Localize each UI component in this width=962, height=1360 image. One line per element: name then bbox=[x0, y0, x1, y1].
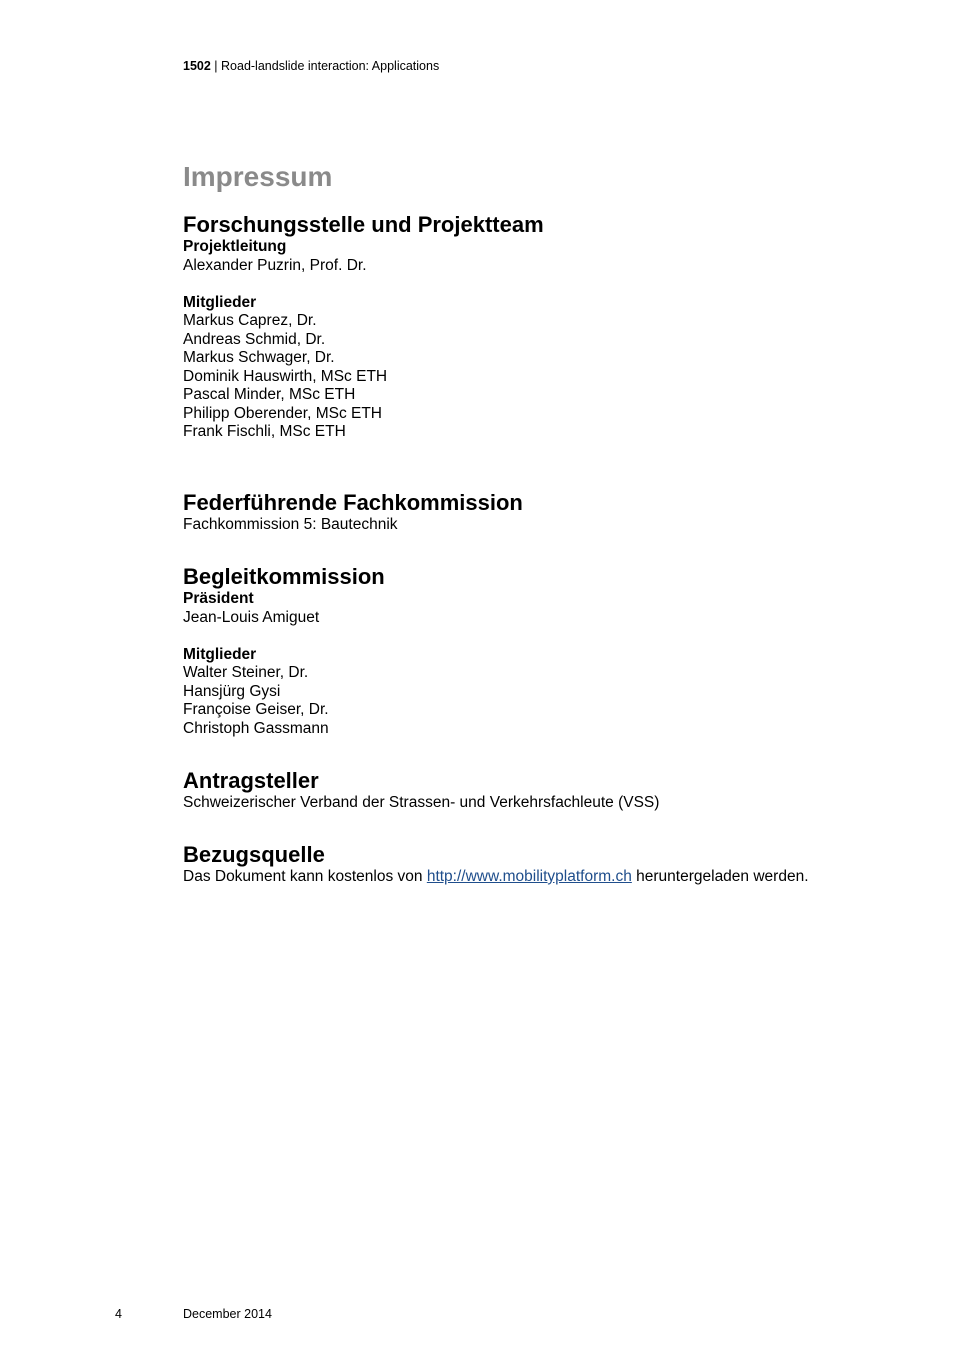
applicant-section bbox=[183, 768, 923, 813]
spacer bbox=[183, 627, 923, 646]
research-members-label: Mitglieder bbox=[183, 293, 257, 311]
project-lead-label: Projektleitung bbox=[183, 238, 287, 255]
running-header bbox=[183, 59, 439, 74]
support-member: Christoph Gassmann bbox=[183, 719, 329, 737]
research-member: Dominik Hauswirth, MSc ETH bbox=[183, 367, 388, 385]
support-commission-section bbox=[183, 564, 923, 738]
header-separator: | bbox=[210, 59, 222, 73]
commission-section bbox=[183, 490, 923, 535]
research-member: Frank Fischli, MSc ETH bbox=[183, 423, 346, 440]
page-number: 4 bbox=[115, 1307, 122, 1321]
research-member: Markus Caprez, Dr. bbox=[183, 312, 317, 329]
research-member: Markus Schwager, Dr. bbox=[183, 349, 335, 366]
source-text-after: heruntergeladen werden. bbox=[631, 868, 809, 885]
mobilityplatform-link[interactable]: http://www.mobilityplatform.ch bbox=[426, 868, 632, 885]
research-heading: Forschungsstelle und Projektteam bbox=[183, 212, 544, 237]
research-member: Andreas Schmid, Dr. bbox=[183, 330, 326, 348]
commission-text: Fachkommission 5: Bautechnik bbox=[183, 516, 398, 533]
support-members-label: Mitglieder bbox=[183, 645, 257, 663]
report-number: 1502 bbox=[183, 59, 211, 73]
support-member: Walter Steiner, Dr. bbox=[183, 664, 309, 681]
applicant-text: Schweizerischer Verband der Strassen- und Verkehrsfachleute (VSS) bbox=[183, 794, 660, 811]
report-title: Road-landslide interaction: Applications bbox=[221, 59, 440, 73]
applicant-heading: Antragsteller bbox=[183, 768, 319, 793]
support-member: Françoise Geiser, Dr. bbox=[183, 701, 329, 718]
page-title: Impressum bbox=[183, 161, 333, 192]
source-section bbox=[183, 842, 923, 887]
research-section bbox=[183, 212, 923, 442]
source-text-before: Das Dokument kann kostenlos von bbox=[183, 868, 427, 885]
source-heading: Bezugsquelle bbox=[183, 842, 325, 867]
source-text bbox=[183, 868, 923, 887]
support-member: Hansjürg Gysi bbox=[183, 682, 281, 700]
support-commission-heading: Begleitkommission bbox=[183, 564, 385, 589]
spacer bbox=[183, 275, 923, 294]
research-member: Pascal Minder, MSc ETH bbox=[183, 386, 356, 403]
commission-heading: Federführende Fachkommission bbox=[183, 490, 523, 515]
president-name: Jean-Louis Amiguet bbox=[183, 608, 320, 626]
president-label: Präsident bbox=[183, 590, 254, 607]
project-lead-name: Alexander Puzrin, Prof. Dr. bbox=[183, 256, 367, 274]
research-member: Philipp Oberender, MSc ETH bbox=[183, 404, 383, 422]
footer-date: December 2014 bbox=[183, 1307, 272, 1321]
